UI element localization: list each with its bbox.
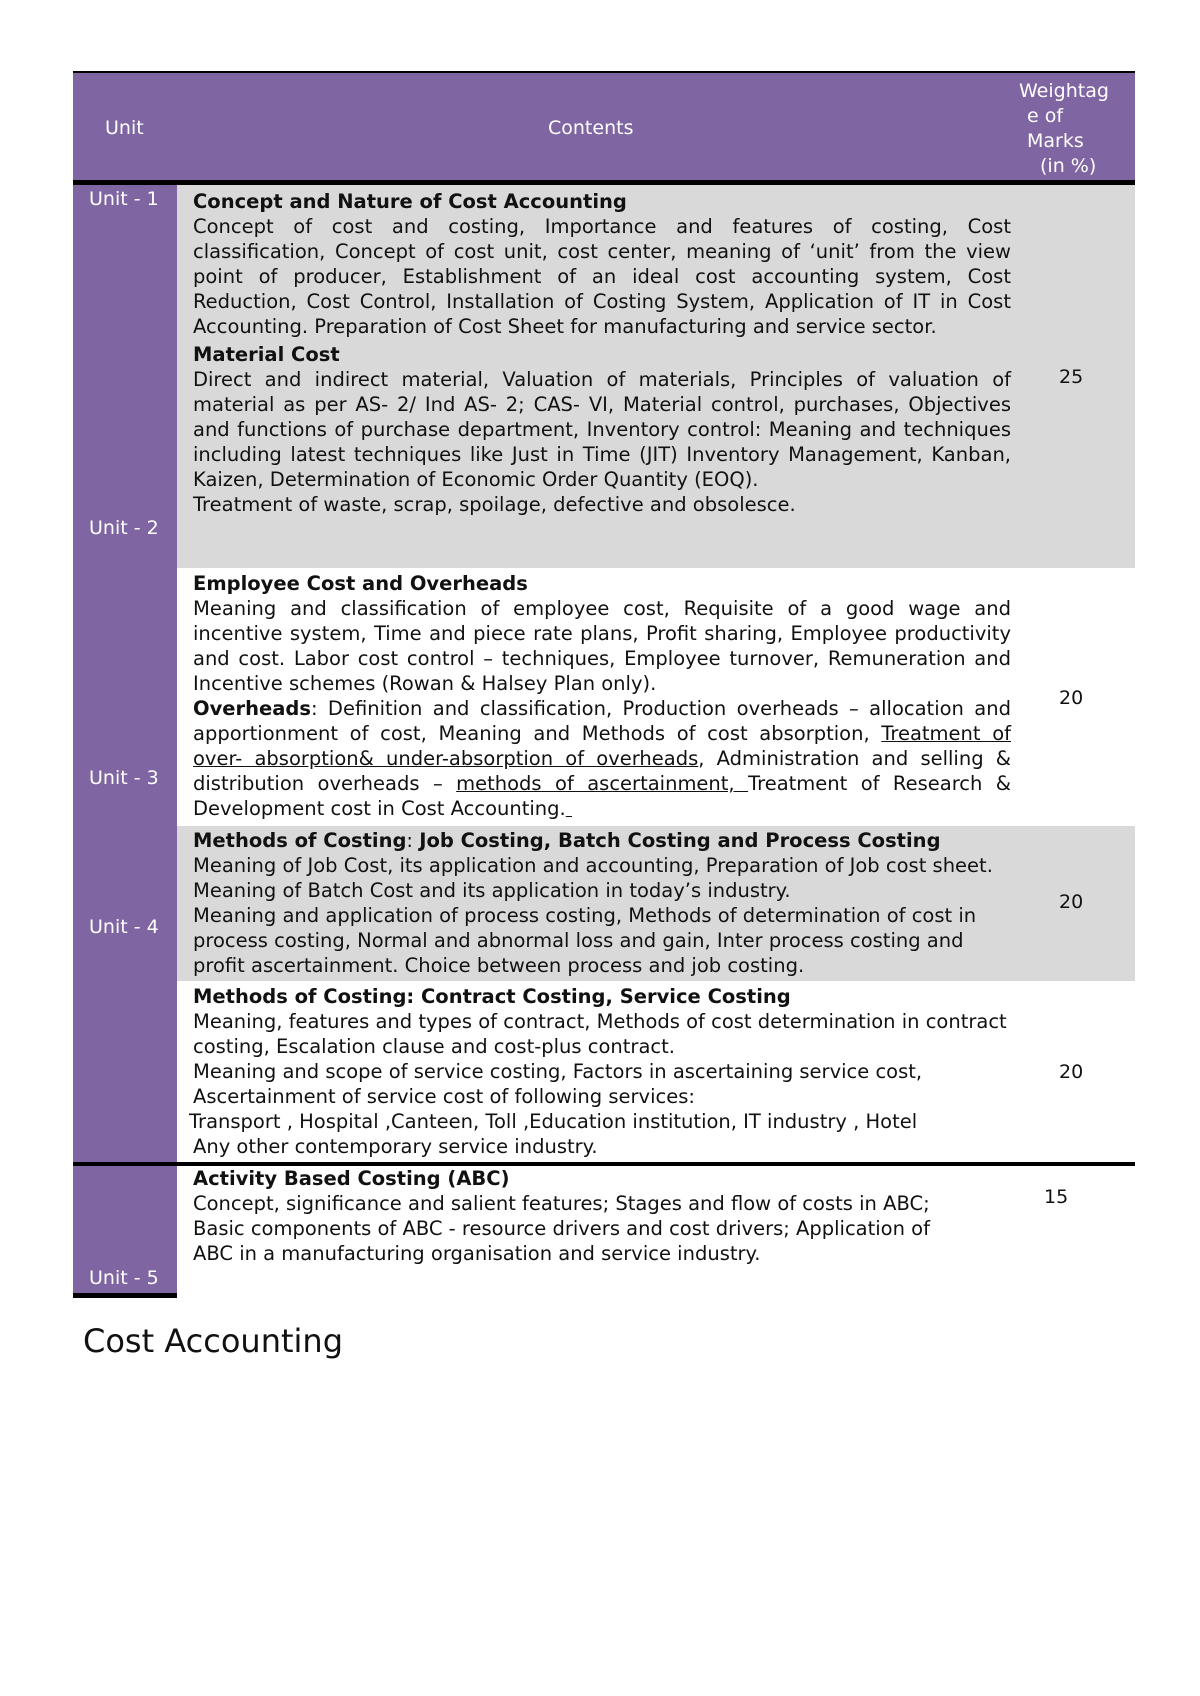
row-activity-based-costing [177,1166,1135,1296]
row3-title-b: : [406,829,420,852]
row1-body-concept: Concept of cost and costing, Importance and features of costing, Cost classification, Concept of cost unit, cost center, meaning of ‘unit’ from the view point of producer, Establishment of an ideal cost accounting system, Cost Reduction, Cost Control, Installation of Costing System, Application of IT in Cost Accounting. Preparation of Cost Sheet for manufacturing and service sector. [193,215,1011,338]
row3-title-c: Job Costing, Batch Costing and Process Costing [419,829,941,852]
row4-text [189,984,1023,1159]
unit-3-label: Unit - 3 [89,767,159,789]
row-job-batch-process [177,826,1135,981]
row2-overheads-underline1: Treatment of over- absorption& under-absorption of overheads [193,722,1011,770]
unit-1-label: Unit - 1 [89,188,159,210]
table-header [73,73,1135,180]
row5-body-line3: ABC in a manufacturing organisation and service industry. [193,1242,761,1265]
row1-mark: 25 [1059,366,1084,388]
header-weightage-line3: Marks [1027,130,1084,152]
row3-title [193,828,1011,853]
row1-body-material: Direct and indirect material, Valuation of materials, Principles of valuation of material as per AS- 2/ Ind AS- 2; CAS- VI, Material control, purchases, Objectives and functions of purchase department, Inventory control: Meaning and techniques including latest techniques like Just in Time (JIT) Inventory Management, Kanban, Kaizen, Determination of Economic Order Quantity (EOQ). [193,368,1011,491]
row3-mark: 20 [1059,891,1084,913]
row3-title-a: Methods of Costing [193,829,407,852]
row2-overheads-label: Overheads [193,697,311,720]
row4-mark: 20 [1059,1061,1084,1083]
row2-mark: 20 [1059,687,1084,709]
unit-column [73,185,177,1296]
row2-overheads-underline2: methods of ascertainment, [456,772,749,795]
row2-overheads-text2: , Administration and selling & distribution overheads – [193,747,1011,795]
row1-title-concept: Concept and Nature of Cost Accounting [193,190,627,213]
header-weightage-line1: Weightag [1019,80,1109,102]
row-employee-overheads [177,568,1135,826]
row1-title-material: Material Cost [193,343,340,366]
row5-title: Activity Based Costing (ABC) [193,1167,510,1190]
row4-body-ascertainment: Ascertainment of service cost of following services: [193,1085,695,1108]
row2-overheads-text3: Treatment of Research & Development cost in Cost Accounting. [193,772,1011,820]
row4-body-contract: Meaning, features and types of contract, Methods of cost determination in contract costing, Escalation clause and cost-plus contract. [193,1010,1007,1058]
header-weightage [1019,79,1129,179]
header-weightage-line4: (in %) [1040,155,1097,177]
row-cost-accounting-material [177,185,1135,568]
row2-text [193,571,1011,821]
unit-column-bottom-border [73,1293,177,1298]
header-unit: Unit [105,117,144,139]
row4-title: Methods of Costing: Contract Costing, Service Costing [193,985,791,1008]
row1-text [193,189,1011,517]
row2-title: Employee Cost and Overheads [193,572,528,595]
row-contract-service [177,981,1135,1164]
row2-overheads-text1: : Definition and classification, Production overheads – allocation and apportionment of cost, Meaning and Methods of cost absorption, [193,697,1011,745]
row2-body-employee: Meaning and classification of employee cost, Requisite of a good wage and incentive system, Time and piece rate plans, Profit sharing, Employee productivity and cost. Labor cost control – techniques, Employee turnover, Remuneration and Incentive schemes (Rowan & Halsey Plan only). [193,597,1011,695]
row2-overheads-underline3 [566,797,572,820]
header-contents: Contents [548,117,634,139]
row5-body-line1: Concept, significance and salient features; Stages and flow of costs in ABC; [193,1192,930,1215]
row1-body-waste: Treatment of waste, scrap, spoilage, defective and obsolesce. [193,493,796,516]
unit-2-label: Unit - 2 [89,517,159,539]
row3-text [193,828,1011,978]
unit-4-label: Unit - 4 [89,916,159,938]
row5-text [193,1166,1011,1266]
unit-5-label: Unit - 5 [89,1267,159,1289]
header-weightage-line2: e of [1027,105,1064,127]
row4-body-other: Any other contemporary service industry. [193,1135,598,1158]
row2-body-overheads [193,696,1011,821]
row3-body-job: Meaning of Job Cost, its application and accounting, Preparation of Job cost sheet. Meaning of Batch Cost and its application in today’s industry. [193,854,993,902]
row3-body-process: Meaning and application of process costing, Methods of determination of cost in process costing, Normal and abnormal loss and gain, Inter process costing and profit ascertainment. Choice between process and job costing. [193,904,977,977]
row4-body-services-list: Transport , Hospital ,Canteen, Toll ,Education institution, IT industry , Hotel [189,1110,918,1133]
row4-body-service: Meaning and scope of service costing, Factors in ascertaining service cost, [193,1060,923,1083]
row5-mark: 15 [1044,1186,1069,1208]
course-title: Cost Accounting [83,1322,343,1360]
row5-body-line2: Basic components of ABC - resource drivers and cost drivers; Application of [193,1217,930,1240]
